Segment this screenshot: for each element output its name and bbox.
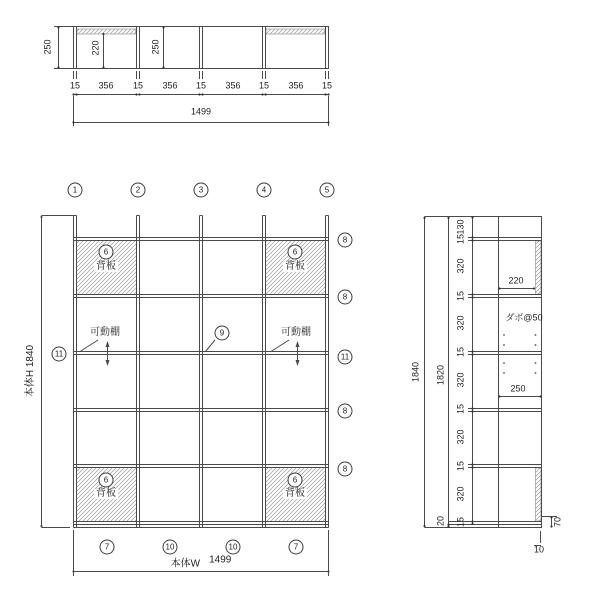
side-chain-dim: 15 xyxy=(455,233,466,245)
movable-shelf-label: 可動棚 xyxy=(90,327,120,338)
back-panel-label: 背板 xyxy=(285,488,305,499)
body-width-value: 1499 xyxy=(209,554,232,566)
side-chain-dim: 320 xyxy=(455,258,466,274)
side-back-thickness-dim: 10 xyxy=(533,544,545,555)
plan-total-width-dim: 1499 xyxy=(190,106,212,117)
panel-number-circle-1: 1 xyxy=(68,183,83,198)
side-base-height-dim: 70 xyxy=(552,516,563,528)
side-chain-dim: 15 xyxy=(455,403,466,415)
plan-chain-dim: 15 xyxy=(69,80,81,91)
side-chain-dim: 320 xyxy=(455,486,466,502)
side-inner-height-dim: 1820 xyxy=(435,364,446,386)
bottom-marker-circle: 7 xyxy=(100,540,115,555)
bottom-marker-circle: 7 xyxy=(289,540,304,555)
plan-chain-dim: 15 xyxy=(132,80,144,91)
plan-inner-depth-dim: 250 xyxy=(150,39,161,55)
movable-marker-circle: 11 xyxy=(52,347,67,362)
back-panel-marker-circle: 6 xyxy=(288,473,303,488)
body-width-dim xyxy=(171,555,232,570)
shelf-marker-circle: 8 xyxy=(338,404,353,419)
side-depth-dim: 250 xyxy=(510,383,526,394)
panel-number-circle-3: 3 xyxy=(194,183,209,198)
side-dowel-label: ダボ@50 xyxy=(505,312,543,323)
plan-chain-dim: 15 xyxy=(321,80,333,91)
back-panel-label: 背板 xyxy=(285,261,305,272)
plan-depth-dim: 250 xyxy=(42,39,53,55)
bottom-marker-circle: 10 xyxy=(226,540,241,555)
bottom-marker-circle: 10 xyxy=(163,540,178,555)
side-total-height-dim: 1840 xyxy=(410,361,421,383)
side-chain-dim: 320 xyxy=(455,315,466,331)
plan-chain-dim: 15 xyxy=(258,80,270,91)
plan-chain-dim: 356 xyxy=(288,80,304,91)
side-chain-dim: 15 xyxy=(455,290,466,302)
plan-chain-dim: 15 xyxy=(195,80,207,91)
side-top-clear-dim: 220 xyxy=(508,275,524,286)
shelf-marker-circle: 8 xyxy=(338,233,353,248)
back-panel-label: 背板 xyxy=(96,261,116,272)
plan-chain-dim: 356 xyxy=(225,80,241,91)
back-panel-marker-circle: 6 xyxy=(99,473,114,488)
panel-number-circle-4: 4 xyxy=(257,183,272,198)
panel-number-circle-5: 5 xyxy=(320,183,335,198)
shelf-marker-circle: 8 xyxy=(338,462,353,477)
side-base-dim: 20 xyxy=(435,515,446,527)
side-chain-dim: 15 xyxy=(455,346,466,358)
side-chain-dim: 15 xyxy=(455,516,466,528)
center-shelf-marker-circle: 9 xyxy=(215,326,230,341)
plan-chain-dim: 356 xyxy=(162,80,178,91)
side-chain-dim: 320 xyxy=(455,429,466,445)
panel-number-circle-2: 2 xyxy=(131,183,146,198)
side-chain-dim: 15 xyxy=(455,460,466,472)
shelf-marker-circle: 8 xyxy=(338,290,353,305)
back-panel-marker-circle: 6 xyxy=(99,245,114,260)
side-chain-dim: 130 xyxy=(455,219,466,235)
plan-back-clear-dim: 220 xyxy=(90,40,101,56)
back-panel-marker-circle: 6 xyxy=(288,245,303,260)
plan-chain-dim: 356 xyxy=(98,80,114,91)
side-chain-dim: 320 xyxy=(455,372,466,388)
movable-shelf-label: 可動棚 xyxy=(281,327,311,338)
movable-marker-circle: 11 xyxy=(338,350,353,365)
body-width-label: 本体W xyxy=(170,558,201,570)
back-panel-label: 背板 xyxy=(96,488,116,499)
body-height-label: 本体H 1840 xyxy=(25,344,36,398)
